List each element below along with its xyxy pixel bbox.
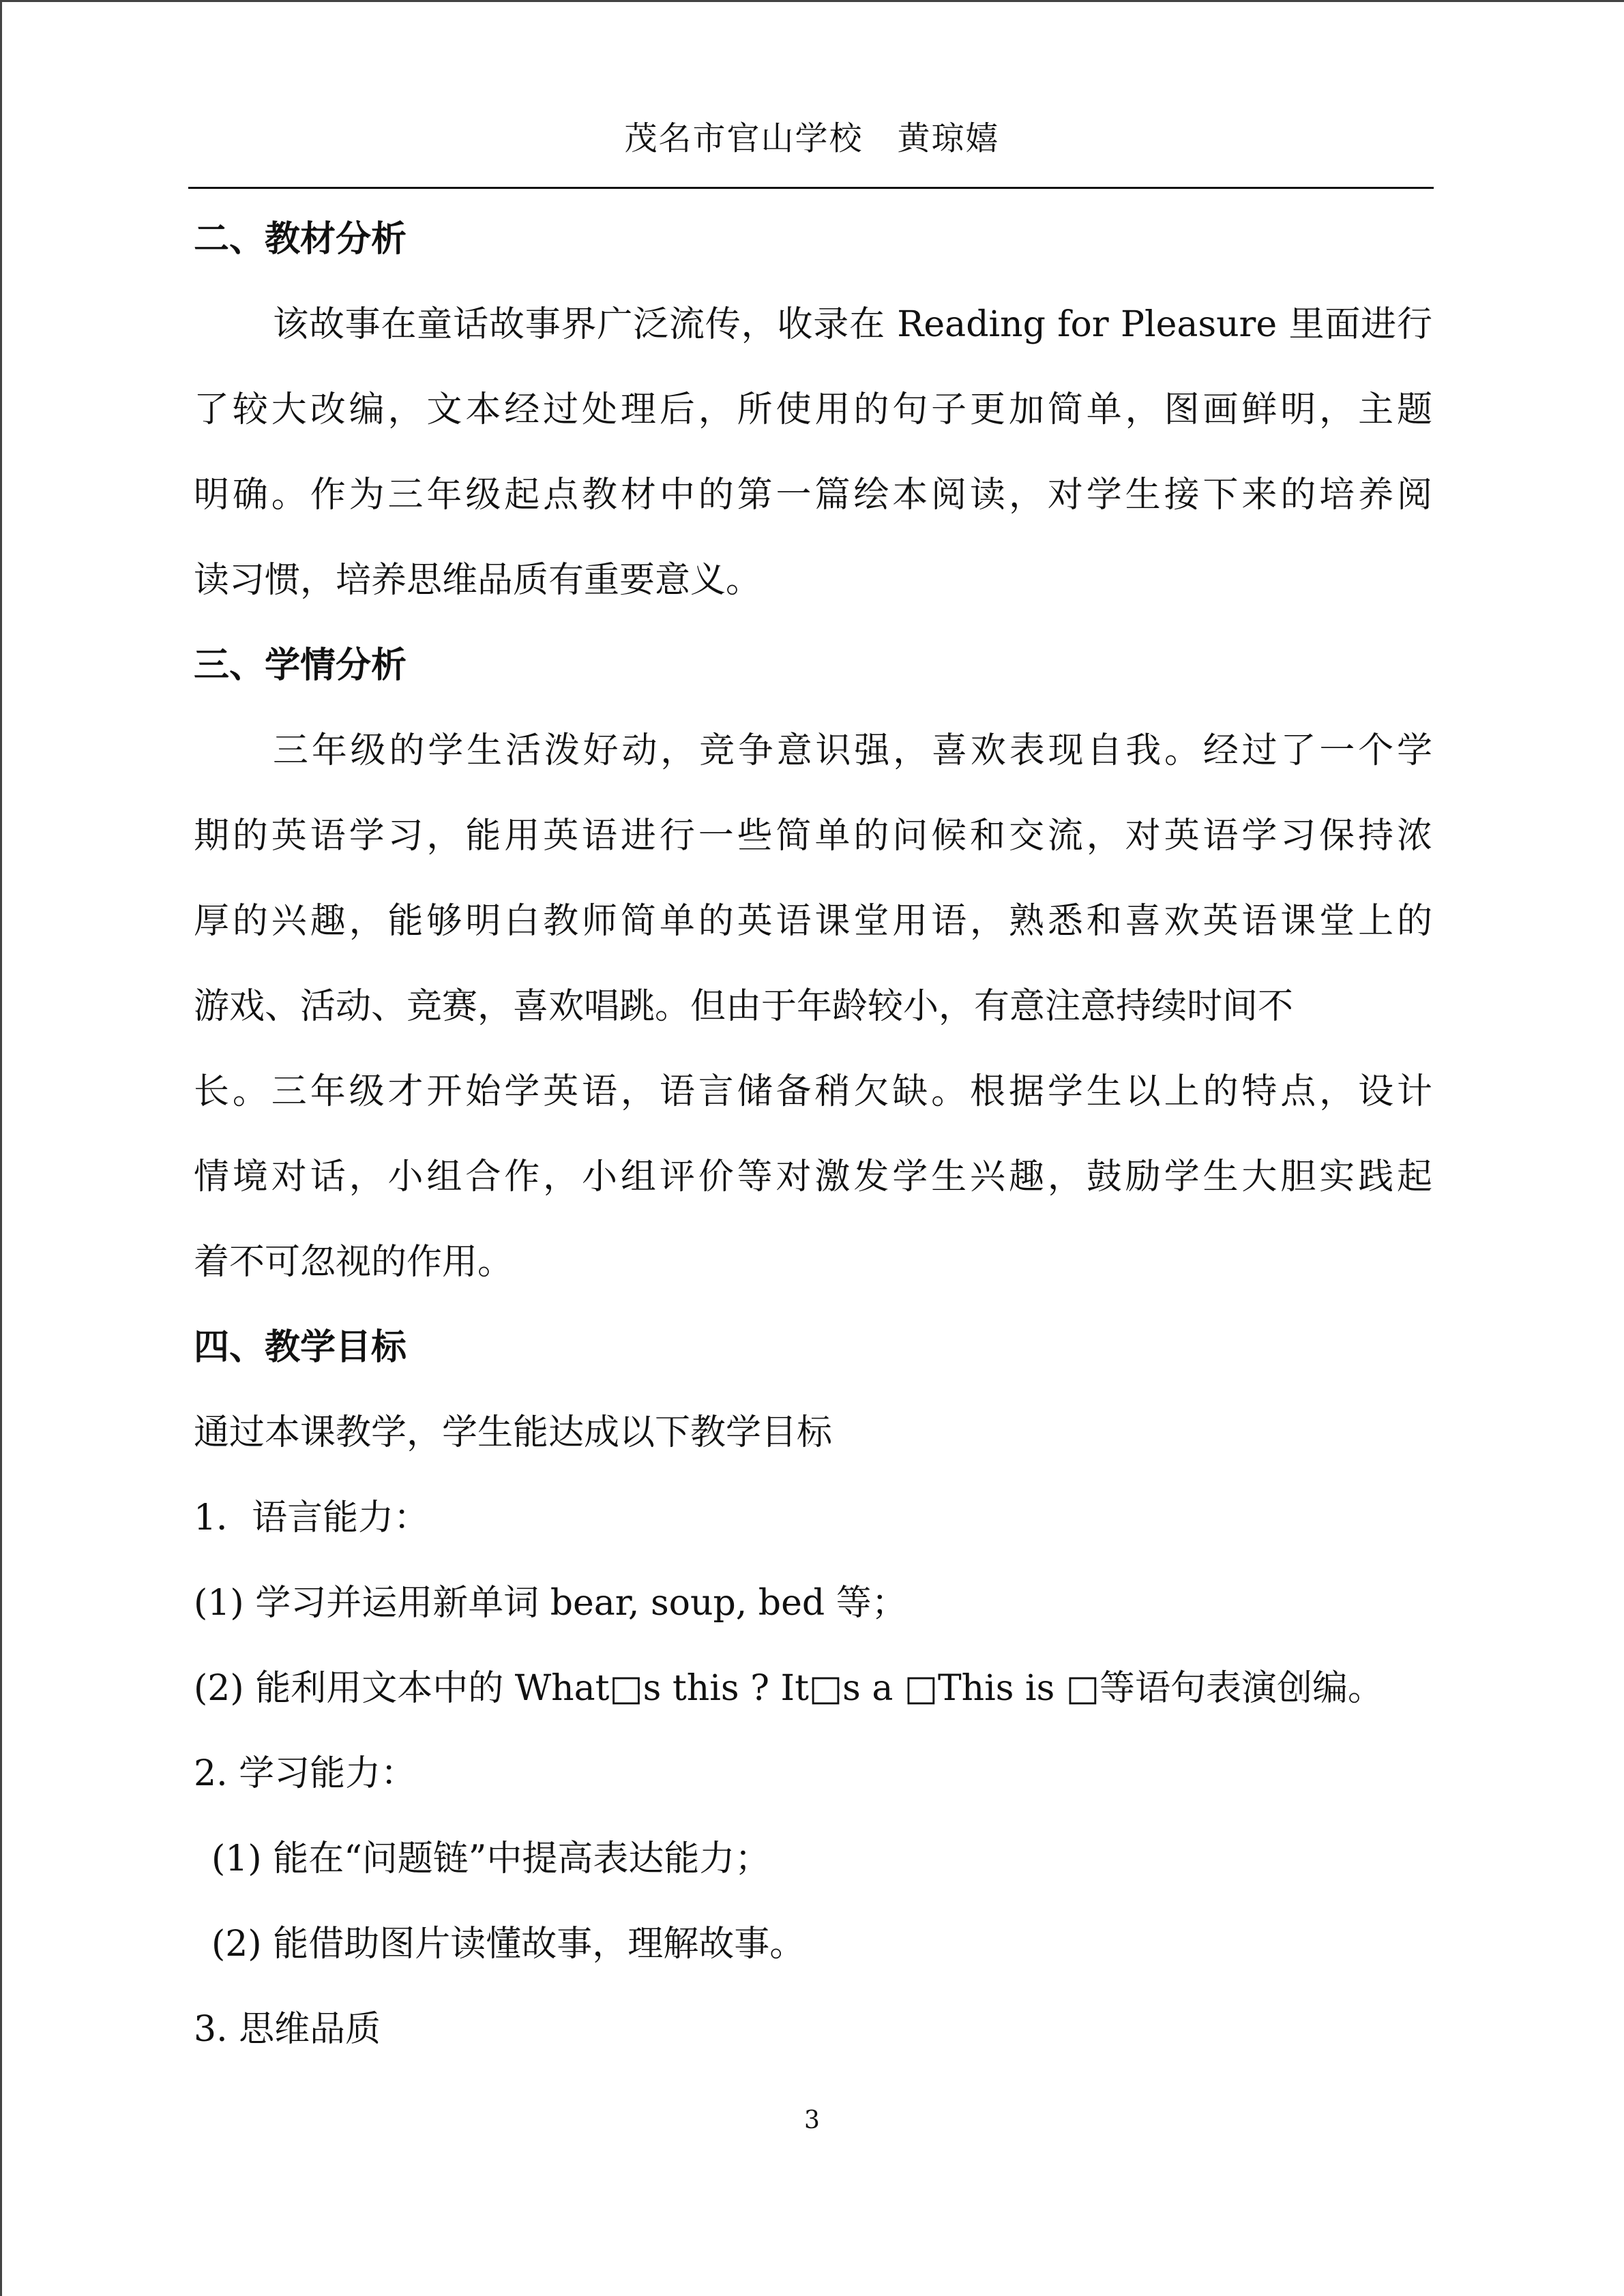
page-border-left	[0, 0, 2, 2296]
page-border-top	[0, 0, 1624, 2]
goal-thinking-title: 3. 思维品质	[194, 2009, 381, 2050]
goal-learning-item: (2) 能借助图片读懂故事，理解故事。	[211, 1924, 806, 1965]
paragraph-line: 厚的兴趣，能够明白教师简单的英语课堂用语，熟悉和喜欢英语课堂上的	[194, 901, 1432, 942]
paragraph-line: 游戏、活动、竞赛，喜欢唱跳。但由于年龄较小，有意注意持续时间不	[194, 986, 1294, 1027]
paragraph-line: 期的英语学习，能用英语进行一些简单的问候和交流，对英语学习保持浓	[194, 816, 1432, 856]
paragraph-line: 长。三年级才开始学英语，语言储备稍欠缺。根据学生以上的特点，设计	[194, 1071, 1432, 1112]
header-divider	[188, 187, 1434, 189]
section-heading-goals: 四、教学目标	[194, 1327, 407, 1368]
paragraph-line: 明确。作为三年级起点教材中的第一篇绘本阅读，对学生接下来的培养阅	[194, 475, 1432, 516]
paragraph-line: 该故事在童话故事界广泛流传，收录在 Reading for Pleasure 里面进行	[273, 304, 1432, 345]
goal-language-item: (2) 能利用文本中的 What□s this ? It□s a □This is □等语句表演创编。	[194, 1668, 1383, 1709]
section-heading-material: 二、教材分析	[194, 219, 407, 260]
paragraph-line: 三年级的学生活泼好动，竞争意识强，喜欢表现自我。经过了一个学	[273, 730, 1432, 771]
page-header: 茂名市官山学校 黄琼嬉	[624, 119, 1000, 158]
goal-language-title: 1．语言能力：	[194, 1497, 430, 1538]
goals-intro: 通过本课教学，学生能达成以下教学目标	[194, 1412, 833, 1453]
paragraph-line: 着不可忽视的作用。	[194, 1242, 514, 1283]
page-number: 3	[804, 2106, 820, 2134]
paragraph-line: 读习惯，培养思维品质有重要意义。	[194, 560, 762, 601]
goal-learning-title: 2. 学习能力：	[194, 1753, 417, 1794]
goal-learning-item: (1) 能在“问题链”中提高表达能力；	[211, 1838, 771, 1879]
paragraph-line: 了较大改编，文本经过处理后，所使用的句子更加简单，图画鲜明，主题	[194, 389, 1432, 430]
section-heading-students: 三、学情分析	[194, 645, 407, 686]
paragraph-line: 情境对话，小组合作，小组评价等对激发学生兴趣，鼓励学生大胆实践起	[194, 1157, 1432, 1197]
goal-language-item: (1) 学习并运用新单词 bear, soup, bed 等；	[194, 1583, 907, 1624]
